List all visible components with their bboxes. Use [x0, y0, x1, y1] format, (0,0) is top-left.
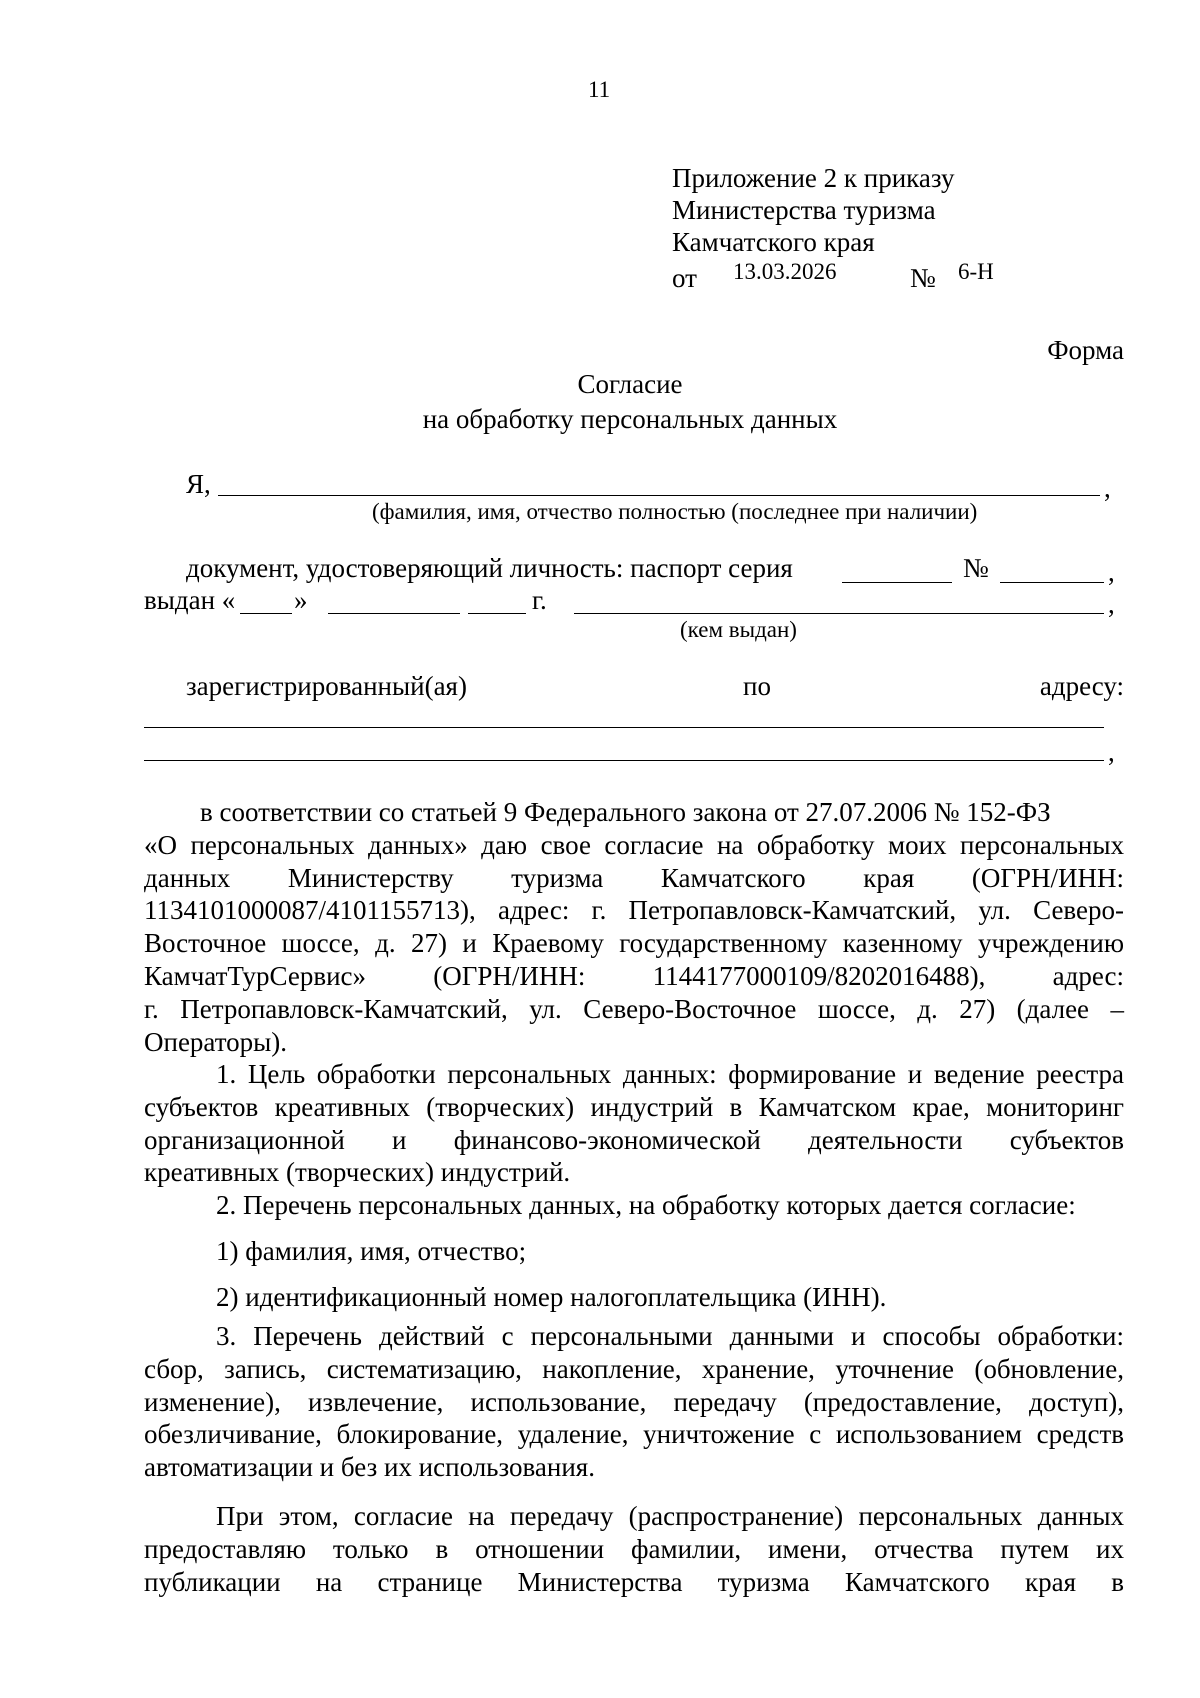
text-line: креативных (творческих) индустрий. [144, 1157, 571, 1188]
text-line: Восточное шоссе, д. 27) и Краевому государственному казенному учреждению [144, 928, 1124, 959]
address-line-2[interactable] [144, 760, 1104, 761]
issued-month-line[interactable] [328, 613, 460, 614]
registration-word-1: зарегистрированный(ая) [186, 671, 467, 701]
address-comma: , [1108, 737, 1115, 767]
text-line: данных Министерству туризма Камчатского края (ОГРН/ИНН: [144, 862, 1124, 893]
transfer-paragraph [144, 1500, 1124, 1598]
passport-series-line[interactable] [842, 582, 952, 583]
issued-by-hint: (кем выдан) [680, 617, 797, 642]
text-line: организационной и финансово-экономической деятельности субъектов [144, 1124, 1124, 1155]
page-number: 11 [588, 77, 611, 102]
text-line: 2. Перечень персональных данных, на обработку которых дается согласие: [216, 1190, 1076, 1220]
data-list-item-1 [144, 1235, 1124, 1268]
address-line-1[interactable] [144, 727, 1104, 728]
text-line: г. Петропавловск-Камчатский, ул. Северо-Восточное шоссе, д. 27) (далее – [144, 993, 1124, 1024]
passport-label: документ, удостоверяющий личность: паспорт серия [186, 553, 793, 583]
fio-line[interactable] [218, 495, 1100, 496]
fio-comma: , [1104, 473, 1111, 503]
issued-by-line[interactable] [574, 613, 1104, 614]
text-line: сбор, запись, систематизацию, накопление, хранение, уточнение (обновление, [144, 1353, 1124, 1384]
issued-year-line[interactable] [468, 613, 526, 614]
text-line: 2) идентификационный номер налогоплательщика (ИНН). [216, 1282, 887, 1312]
document-subtitle: на обработку персональных данных [422, 404, 838, 434]
data-list-heading [144, 1189, 1124, 1222]
text-line: автоматизации и без их использования. [144, 1452, 595, 1483]
issued-year-suffix: г. [532, 585, 547, 615]
appendix-number-sign: № [910, 263, 936, 293]
fio-prefix: Я, [186, 469, 211, 499]
issued-quote-close: » [294, 585, 308, 615]
text-line: предоставляю только в отношении фамилии, имени, отчества путем их [144, 1533, 1124, 1564]
registration-word-3: адресу: [1039, 671, 1124, 701]
appendix-line-2: Министерства туризма [672, 195, 936, 225]
text-line: КамчатТурСервис» (ОГРН/ИНН: 1144177000109/8202016488), адрес: [144, 960, 1124, 991]
issued-comma: , [1108, 589, 1115, 619]
issued-day-line[interactable] [240, 613, 292, 614]
consent-paragraph [144, 796, 1124, 1058]
text-line: 1. Цель обработки персональных данных: формирование и ведение реестра [216, 1059, 1124, 1089]
text-line: в соответствии со статьей 9 Федерального закона от 27.07.2006 № 152-ФЗ [200, 797, 1051, 827]
passport-comma: , [1108, 557, 1115, 587]
text-line: 1) фамилия, имя, отчество; [216, 1236, 527, 1266]
registration-word-2: по [743, 671, 771, 701]
data-list-item-2 [144, 1281, 1124, 1314]
text-line: 3. Перечень действий с персональными данными и способы обработки: [216, 1321, 1124, 1351]
appendix-date: 13.03.2026 [733, 259, 837, 284]
fio-hint: (фамилия, имя, отчество полностью (последнее при наличии) [372, 499, 978, 524]
text-line: субъектов креативных (творческих) индустрий в Камчатском крае, мониторинг [144, 1091, 1124, 1122]
passport-number-line[interactable] [1000, 582, 1104, 583]
text-line: Операторы). [144, 1026, 288, 1057]
appendix-number: 6-Н [958, 259, 994, 284]
form-label: Форма [1047, 335, 1124, 365]
actions-paragraph [144, 1320, 1124, 1484]
issued-prefix: выдан « [144, 585, 236, 615]
appendix-date-prefix: от [672, 263, 697, 293]
text-line: При этом, согласие на передачу (распространение) персональных данных [216, 1501, 1124, 1531]
document-title: Согласие [577, 369, 683, 399]
text-line: изменение), извлечение, использование, передачу (предоставление, доступ), [144, 1386, 1124, 1417]
text-line: обезличивание, блокирование, удаление, уничтожение с использованием средств [144, 1419, 1124, 1450]
passport-number-sign: № [963, 553, 989, 583]
purpose-paragraph [144, 1058, 1124, 1189]
appendix-line-1: Приложение 2 к приказу [672, 163, 955, 193]
text-line: 1134101000087/4101155713), адрес: г. Петропавловск-Камчатский, ул. Северо- [144, 895, 1124, 926]
text-line: публикации на странице Министерства туризма Камчатского края в [144, 1566, 1124, 1597]
appendix-line-3: Камчатского края [672, 227, 875, 257]
text-line: «О персональных данных» даю свое согласие на обработку моих персональных [144, 829, 1124, 860]
